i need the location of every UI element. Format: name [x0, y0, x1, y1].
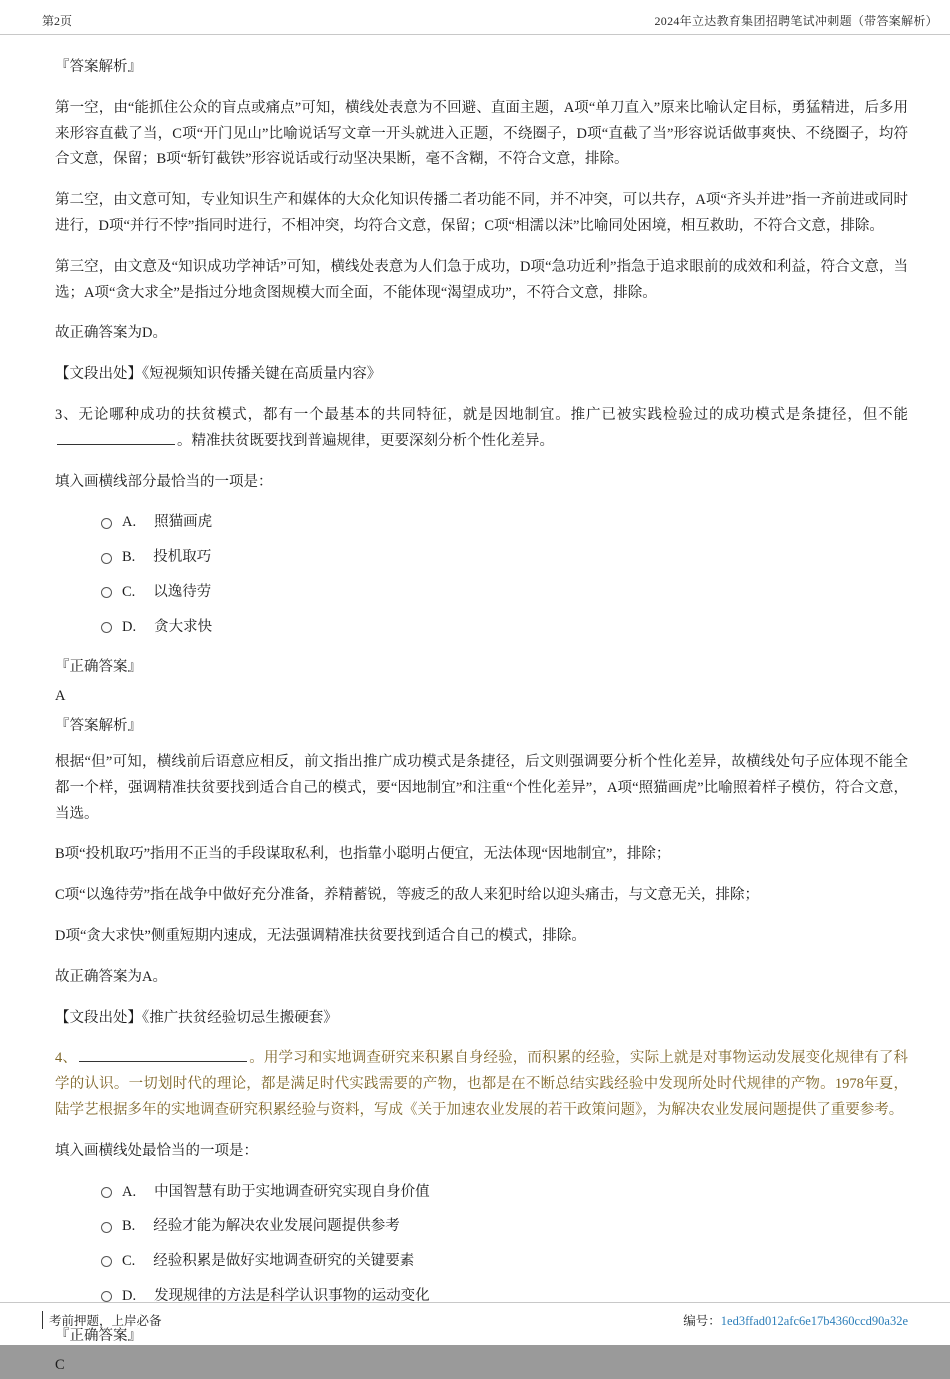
option-text: 经验积累是做好实地调查研究的关键要素 — [153, 1253, 415, 1270]
analysis-paragraph: C项“以逸待劳”指在战争中做好充分准备，养精蓄锐，等疲乏的敌人来犯时给以迎头痛击，与文意无关，排除； — [55, 887, 760, 904]
radio-button[interactable] — [101, 1222, 112, 1233]
question-stem-text: 3、无论哪种成功的扶贫模式，都有一个最基本的共同特征，就是因地制宜。推广已被实践检验过的成功模式是条捷径，但不能 — [55, 406, 908, 423]
header-page-number: 第2页 — [42, 14, 73, 28]
blank-underline — [79, 1047, 247, 1062]
correct-answer-heading: 『正确答案』 — [55, 1327, 142, 1344]
analysis-heading: 『答案解析』 — [55, 718, 142, 735]
radio-button[interactable] — [101, 1187, 112, 1198]
page-header — [0, 0, 950, 35]
option-letter: C. — [122, 583, 136, 600]
footer-slogan: 考前押题，上岸必备 — [42, 1311, 162, 1329]
option-letter: B. — [122, 1218, 136, 1235]
option-row — [101, 615, 908, 641]
radio-button[interactable] — [101, 553, 112, 564]
radio-button[interactable] — [101, 1291, 112, 1302]
radio-button[interactable] — [101, 1256, 112, 1267]
question-prompt: 填入画横线部分最恰当的一项是： — [55, 473, 273, 490]
page-footer — [0, 1302, 950, 1345]
analysis-paragraph: 第三空，由文意及“知识成功学神话”可知，横线处表意为人们急于成功，D项“急功近利”指急于追求眼前的成效和利益，符合文意，当选；A项“贪大求全”是指过分地贪图规模大而全面，不能体现“渴望成功”，不符合文意，排除。 — [55, 258, 908, 301]
option-row — [101, 545, 908, 571]
correct-answer-letter: A — [55, 688, 66, 705]
option-letter: A. — [122, 1183, 137, 1200]
option-row — [101, 1249, 908, 1275]
option-text: 贪大求快 — [154, 618, 213, 635]
option-text: 照猫画虎 — [154, 514, 213, 531]
option-letter: A. — [122, 514, 137, 531]
blank-underline — [57, 430, 175, 445]
page-content — [0, 35, 950, 1379]
radio-button[interactable] — [101, 518, 112, 529]
option-text: 投机取巧 — [153, 549, 212, 566]
question-stem — [55, 1046, 908, 1123]
options-list — [101, 1180, 908, 1310]
analysis-conclusion: 故正确答案为D。 — [55, 325, 167, 342]
analysis-conclusion: 故正确答案为A。 — [55, 968, 167, 985]
question-prompt: 填入画横线处最恰当的一项是： — [55, 1142, 258, 1159]
option-letter: D. — [122, 1287, 137, 1304]
header-document-title: 2024年立达教育集团招聘笔试冲刺题（带答案解析） — [654, 14, 938, 28]
option-letter: B. — [122, 549, 136, 566]
option-text: 经验才能为解决农业发展问题提供参考 — [153, 1218, 400, 1235]
correct-answer-block — [55, 655, 908, 740]
passage-source: 【文段出处】《推广扶贫经验切忌生搬硬套》 — [55, 1009, 338, 1026]
option-row — [101, 580, 908, 606]
question-stem-text: 。用学习和实地调查研究来积累自身经验，而积累的经验，实际上就是对事物运动发展变化规律有了科学的认识。一切划时代的理论，都是满足时代实践需要的产物，也都是在不断总结实践经验中发现所处时代规律的产物。1978年夏，陆学艺根据多年的实地调查研究积累经验与资料，写成《关于加速农业发展的若干政策问题》，为解决农业发展问题提供了重要参考。 — [55, 1050, 909, 1118]
options-list — [101, 510, 908, 640]
analysis-paragraph: 根据“但”可知，横线前后语意应相反，前文指出推广成功模式是条捷径，后文则强调要分析个性化差异，故横线处句子应体现不能全都一个样，强调精准扶贫要找到适合自己的模式，要“因地制宜”和注重“个性化差异”，A项“照猫画虎”比喻照着样子模仿，符合文意，当选。 — [55, 753, 908, 822]
option-text: 以逸待劳 — [153, 583, 212, 600]
analysis-heading: 『答案解析』 — [55, 59, 142, 75]
option-row — [101, 1214, 908, 1240]
code-value: 1ed3ffad012afc6e17b4360ccd90a32e — [720, 1314, 908, 1328]
passage-source: 【文段出处】《短视频知识传播关键在高质量内容》 — [55, 366, 382, 383]
radio-button[interactable] — [101, 587, 112, 598]
option-row — [101, 1180, 908, 1206]
option-letter: D. — [122, 618, 137, 635]
question-stem-text: 。精准扶贫既要找到普遍规律，更要深刻分析个性化差异。 — [177, 432, 554, 449]
footer-document-code — [683, 1311, 908, 1329]
code-label: 编号： — [683, 1314, 721, 1328]
option-text: 中国智慧有助于实地调查研究实现自身价值 — [154, 1183, 430, 1200]
analysis-paragraph: 第二空，由文意可知，专业知识生产和媒体的大众化知识传播二者功能不同，并不冲突，可以共存，A项“齐头并进”指一齐前进或同时进行，D项“并行不悖”指同时进行，不相冲突，均符合文意，保留；C项“相濡以沫”比喻同处困境，相互救助，不符合文意，排除。 — [55, 192, 908, 234]
question-number: 4、 — [55, 1050, 78, 1067]
correct-answer-heading: 『正确答案』 — [55, 658, 142, 675]
question-stem — [55, 403, 908, 455]
analysis-paragraph: D项“贪大求快”侧重短期内速成，无法强调精准扶贫要找到适合自己的模式，排除。 — [55, 927, 586, 944]
radio-button[interactable] — [101, 622, 112, 633]
analysis-paragraph: B项“投机取巧”指用不正当的手段谋取私利，也指靠小聪明占便宜，无法体现“因地制宜”，排除； — [55, 846, 671, 863]
option-letter: C. — [122, 1253, 136, 1270]
correct-answer-letter: C — [55, 1357, 65, 1374]
option-text: 发现规律的方法是科学认识事物的运动变化 — [154, 1287, 430, 1304]
option-row — [101, 510, 908, 536]
analysis-paragraph: 第一空，由“能抓住公众的盲点或痛点”可知，横线处表意为不回避、直面主题，A项“单刀直入”原来比喻认定目标，勇猛精进，后多用来形容直截了当，C项“开门见山”比喻说话写文章一开头就进入正题，不绕圈子，D项“直截了当”形容说话做事爽快、不绕圈子，均符合文意，保留；B项“斩钉截铁”形容说话或行动坚决果断，毫不含糊，不符合文意，排除。 — [55, 99, 908, 168]
